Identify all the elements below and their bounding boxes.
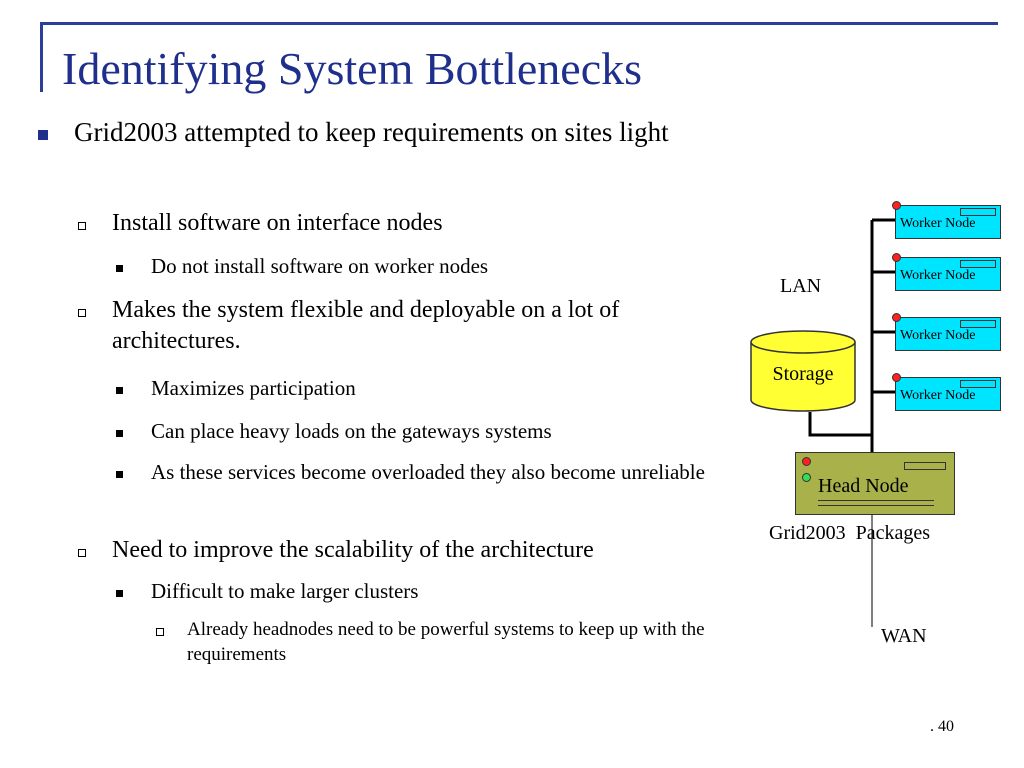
worker-node: [895, 317, 1001, 351]
cluster-diagram: [740, 195, 1020, 675]
bullet-item: Already headnodes need to be powerful systems to keep up with the requirements: [187, 619, 705, 665]
bullet-item: As these services become overloaded they also become unreliable: [151, 460, 705, 484]
bullet-marker-box-icon: [78, 549, 86, 557]
bullet-marker-square-icon: [116, 430, 123, 437]
drive-slot-icon: [960, 320, 996, 328]
worker-node: [895, 257, 1001, 291]
bullet-marker-box-icon: [156, 628, 164, 636]
status-led-green-icon: [802, 473, 811, 482]
worker-node-label: Worker Node: [900, 388, 976, 403]
drive-slot-icon: [904, 462, 946, 470]
page-number: . 40: [930, 718, 954, 735]
bullet-marker-box-icon: [78, 222, 86, 230]
bullet-item: Need to improve the scalability of the architecture: [112, 537, 594, 563]
slide-title: Identifying System Bottlenecks: [62, 43, 643, 94]
bullet-item: Do not install software on worker nodes: [151, 254, 489, 278]
worker-node-label: Worker Node: [900, 328, 976, 343]
bullet-item: Maximizes participation: [151, 376, 356, 400]
bullet-item: Install software on interface nodes: [112, 210, 443, 236]
vent-line: [818, 505, 934, 506]
head-node: [795, 452, 955, 515]
worker-node: [895, 205, 1001, 239]
worker-node-label: Worker Node: [900, 268, 976, 283]
status-led-icon: [892, 253, 901, 262]
lan-label: LAN: [780, 275, 822, 297]
bullet-marker-square-icon: [38, 130, 48, 140]
bullet-marker-square-icon: [116, 590, 123, 597]
drive-slot-icon: [960, 260, 996, 268]
status-led-icon: [892, 201, 901, 210]
status-led-red-icon: [802, 457, 811, 466]
status-led-icon: [892, 373, 901, 382]
storage-cylinder: [750, 330, 856, 412]
bullet-item: Difficult to make larger clusters: [151, 579, 419, 603]
status-led-icon: [892, 313, 901, 322]
bullet-item: Makes the system flexible and deployable on a lot of architectures.: [112, 297, 620, 355]
wan-label: WAN: [881, 625, 927, 647]
worker-node: [895, 377, 1001, 411]
storage-label: Storage: [772, 363, 834, 385]
packages-label: Grid2003 Packages: [769, 522, 931, 544]
drive-slot-icon: [960, 380, 996, 388]
bullet-marker-square-icon: [116, 265, 123, 272]
head-node-label: Head Node: [818, 475, 909, 497]
worker-node-label: Worker Node: [900, 216, 976, 231]
drive-slot-icon: [960, 208, 996, 216]
vent-line: [818, 500, 934, 501]
bullet-item: Can place heavy loads on the gateways systems: [151, 419, 552, 443]
bullet-marker-square-icon: [116, 387, 123, 394]
bullet-marker-box-icon: [78, 309, 86, 317]
bullet-item: Grid2003 attempted to keep requirements on sites light: [74, 117, 669, 147]
bullet-marker-square-icon: [116, 471, 123, 478]
